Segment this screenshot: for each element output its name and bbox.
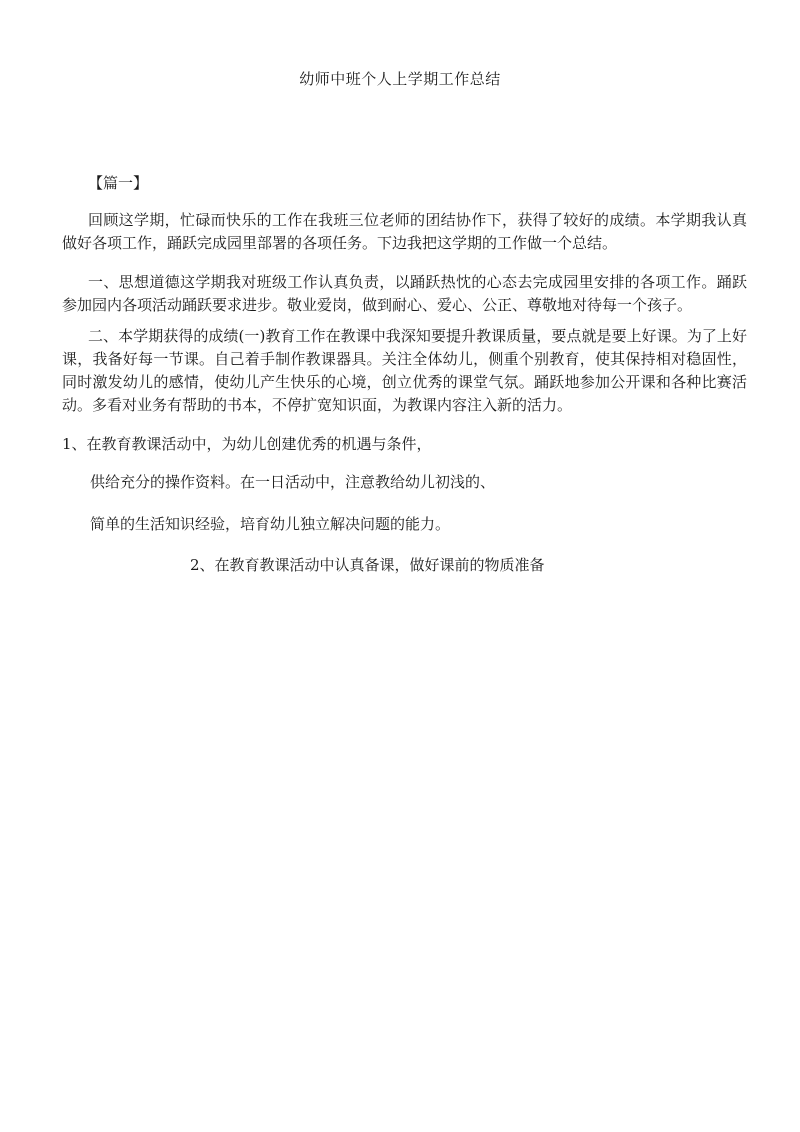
paragraph-achievements: 二、本学期获得的成绩(一)教育工作在教课中我深知要提升教课质量，要点就是要上好课。为了上好课，我备好每一节课。自己着手制作教课器具。关注全体幼儿，侧重个别教育，使其保持相对稳固性，同时激发幼儿的感情，使幼儿产生快乐的心境，创立优秀的课堂气氛。踊跃地参加公开课和各种比赛活动。多看对业务有帮助的书本，不停扩宽知识面，为教课内容注入新的活力。 <box>62 327 747 414</box>
list-item-1-continuation-b: 简单的生活知识经验，培育幼儿独立解决问题的能力。 <box>90 515 451 533</box>
document-title: 幼师中班个人上学期工作总结 <box>299 70 501 88</box>
paragraph-review: 回顾这学期，忙碌而快乐的工作在我班三位老师的团结协作下，获得了较好的成绩。本学期我认真做好各项工作，踊跃完成园里部署的各项任务。下边我把这学期的工作做一个总结。 <box>62 211 747 252</box>
list-item-2: 2、在教育教课活动中认真备课，做好课前的物质准备 <box>190 556 545 574</box>
list-item-1-continuation-a: 供给充分的操作资料。在一日活动中，注意教给幼儿初浅的、 <box>90 473 496 491</box>
list-item-1: 1、在教育教课活动中，为幼儿创建优秀的机遇与条件， <box>62 435 432 453</box>
section-heading: 【篇一】 <box>88 174 149 192</box>
paragraph-ideology: 一、思想道德这学期我对班级工作认真负责，以踊跃热忱的心态去完成园里安排的各项工作。踊跃参加园内各项活动踊跃要求进步。敬业爱岗，做到耐心、爱心、公正、尊敬地对待每一个孩子。 <box>62 273 747 314</box>
